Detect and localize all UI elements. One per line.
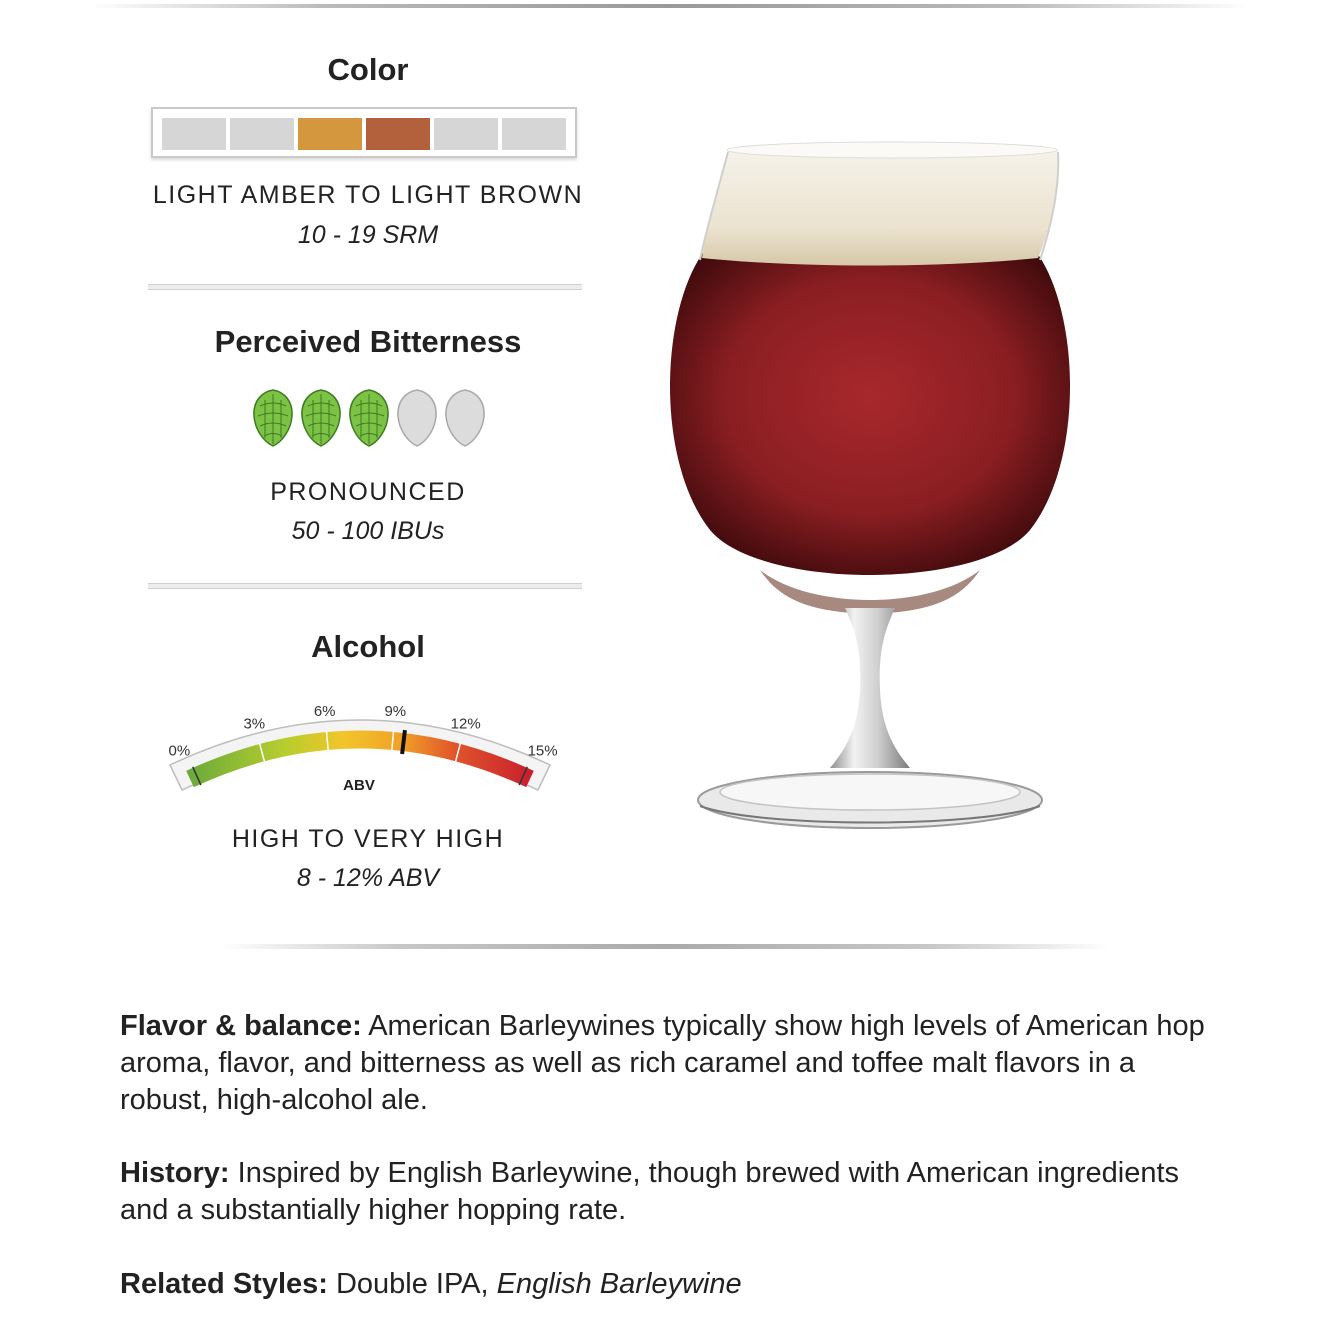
hop-filled-icon [252, 388, 294, 448]
section-divider [148, 583, 582, 589]
srm-value: 10 - 19 SRM [297, 221, 439, 249]
alcohol-heading: Alcohol [311, 629, 425, 664]
bitterness-level-label: PRONOUNCED [270, 478, 466, 506]
color-swatch [298, 118, 362, 150]
section-divider [148, 284, 582, 290]
hop-filled-icon [300, 388, 342, 448]
gauge-tick-label: 0% [168, 742, 191, 760]
gauge-tick-label: 3% [243, 715, 266, 733]
flavor-label: Flavor & balance: [120, 1010, 362, 1042]
gauge-tick-label: 15% [527, 742, 558, 760]
hop-empty-icon [396, 388, 438, 448]
ibu-value: 50 - 100 IBUs [291, 517, 445, 545]
hop-empty-icon [444, 388, 486, 448]
gauge-tick-label: 12% [450, 715, 481, 733]
gauge-tick-label: 6% [313, 703, 336, 721]
gauge-abv-label: ABV [343, 777, 375, 794]
related-plain: Double IPA, [327, 1268, 497, 1300]
flavor-balance-paragraph [120, 1008, 1210, 1119]
color-swatch [434, 118, 498, 150]
color-heading: Color [327, 52, 409, 87]
history-text: Inspired by English Barleywine, though brewed with American ingredients and a substantially higher hopping rate. [120, 1157, 1180, 1226]
color-swatch [230, 118, 294, 150]
history-label: History: [120, 1157, 230, 1189]
section-divider [220, 944, 1110, 949]
color-swatch-bar [151, 107, 577, 158]
snifter-glass-image [640, 130, 1100, 840]
top-divider [90, 4, 1250, 8]
color-swatch [502, 118, 566, 150]
bitterness-heading: Perceived Bitterness [214, 324, 522, 359]
color-swatch [162, 118, 226, 150]
abv-gauge [148, 690, 588, 800]
alcohol-level-label: HIGH TO VERY HIGH [231, 825, 505, 853]
abv-value: 8 - 12% ABV [296, 864, 440, 892]
gauge-needle [402, 730, 405, 754]
related-label: Related Styles: [120, 1268, 328, 1300]
history-paragraph [120, 1155, 1210, 1229]
gauge-tick-label: 9% [384, 703, 407, 721]
color-swatch [366, 118, 430, 150]
flavor-text: American Barleywines typically show high levels of American hop aroma, flavor, and bitterness as well as rich caramel and toffee malt flavors in a robust, high-alcohol ale. [120, 1010, 1205, 1116]
hop-filled-icon [348, 388, 390, 448]
related-styles-paragraph [120, 1266, 1210, 1303]
related-italic: English Barleywine [496, 1268, 742, 1300]
color-range-label: LIGHT AMBER TO LIGHT BROWN [152, 181, 584, 209]
